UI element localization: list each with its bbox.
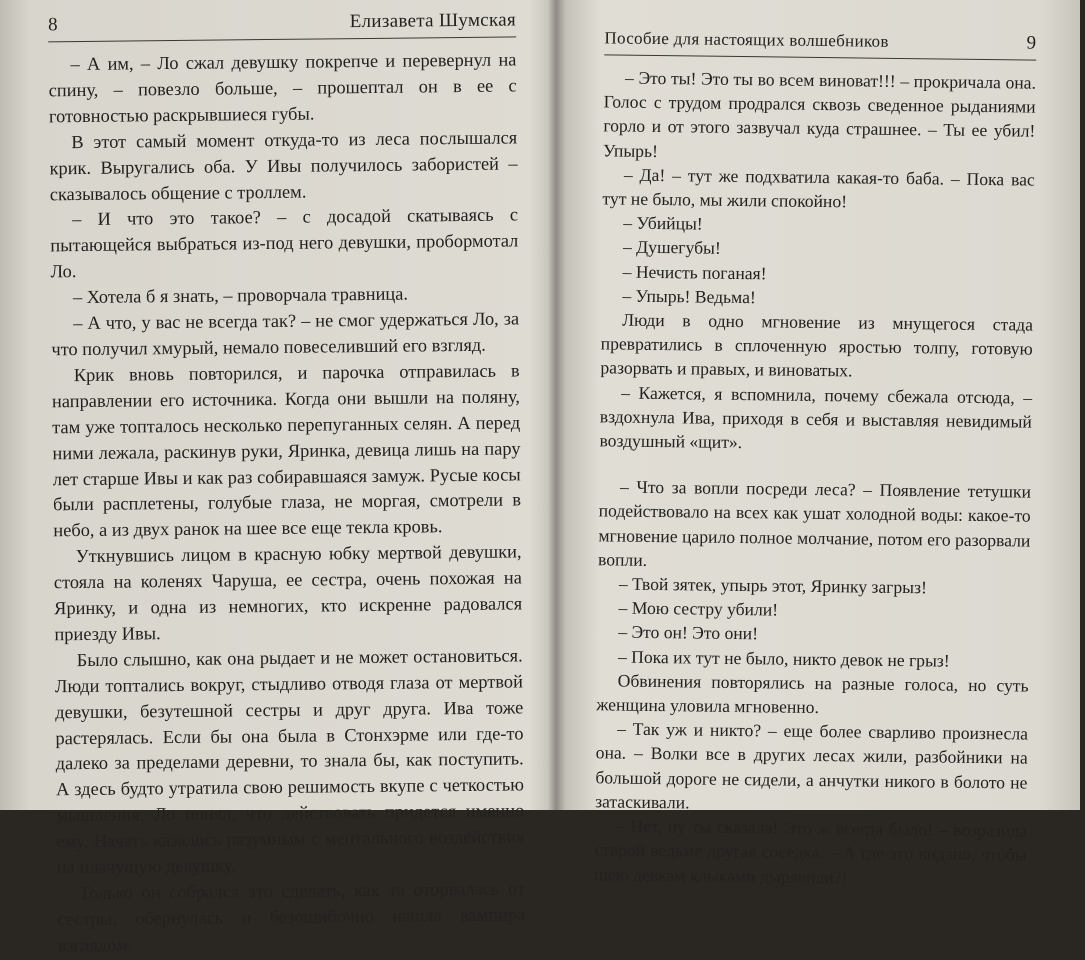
right-page [553, 0, 1085, 887]
left-page-text [48, 47, 525, 959]
paragraph: – Да! – тут же подхватила какая-то баба. – Пока вас тут не было, мы жили спокойно! [602, 164, 1035, 212]
right-page-text [594, 65, 1036, 891]
author-name: Елизавета Шумская [349, 9, 517, 33]
running-head-right [604, 27, 1036, 60]
paragraph: – Кажется, я вспомнила, почему сбежала отсюда, – вздохнула Ива, приходя в себя и выставляя невидимый воздушный «щит». [599, 382, 1033, 453]
paragraph: Обвинения повторялись на разные голоса, но суть женщина уловила мгновенно. [596, 670, 1029, 718]
paragraph: – А что, у вас не всегда так? – не смог удержаться Ло, за что получил хмурый, немало повеселивший его взгляд. [51, 308, 520, 360]
paragraph: – Упырь! Ведьма! [622, 285, 756, 308]
paragraph: – Мою сестру убили! [618, 597, 779, 620]
running-head-left [48, 9, 516, 42]
paragraph: Люди в одно мгновение из мнущегося стада превратились в сплоченную яростью толпу, готовую разорвать и правых, и виноватых. [600, 309, 1034, 381]
paragraph: Уткнувшись лицом в красную юбку мертвой девушки, стояла на коленях Чаруша, ее сестра, очень похожая на Яринку, и одна из немногих, кто искренне радовался приезду Ивы. [53, 541, 523, 645]
paragraph: Крик вновь повторился, и парочка отправилась в направлении его источника. Когда они вышли на поляну, там уже топталось несколько перепуганных селян. А перед ними лежала, раскинув руки, Яринка, девица лишь на пару лет старше Ивы и как раз собиравшаяся замуж. Русые косы были расплетены, голубые глаза, не моргая, смотрели в небо, а из двух ранок на шее все еще текла кровь. [51, 360, 522, 541]
paragraph: – Пока их тут не было, никто девок не грыз! [617, 646, 950, 671]
paragraph: – Нечисть поганая! [622, 261, 767, 283]
paragraph: – Это он! Это они! [618, 622, 759, 644]
paragraph: – Так уж и никто? – еще более сварливо произнесла она. – Волки все в других лесах жили, разбойники на большой дороге не сидели, а анчутки никого в болото не затаскивали. [595, 718, 1029, 813]
paragraph: – Что за вопли посреди леса? – Появление тетушки подействовало на всех как ушат холодной воды: какое-то мгновение царило полное молчание, потом его разорвали вопли. [597, 476, 1032, 570]
paragraph: – Убийцы! [623, 212, 703, 234]
paragraph: – Нет, ну ты сказала! Это ж всегда было! – возразила старой ведьме другая соседка. – А где это видано, чтобы шею девкам клыками дырявили?! [594, 815, 1027, 887]
paragraph: Было слышно, как она рыдает и не может остановиться. Люди топтались вокруг, стыдливо отводя глаза от мертвой девушки, безутешной сестры и друг друга. Ива тоже растерялась. Если бы она была в Стонхэрме или где-то далеко за пределами деревни, то знала бы, как поступить. А здесь будто утратила свою решимость вкупе с четкостью мышления. Ло понял, что действовать придется именно ему. Начать казалось разумным с ментального воздействия на плачущую девушку. [54, 645, 525, 878]
paragraph: – И что это такое? – с досадой скатываясь с пытающейся выбраться из-под него девушки, пробормотал Ло. [50, 204, 519, 282]
paragraph: В этот самый момент откуда-то из леса послышался крик. Выругались оба. У Ивы получилось забористей – сказывалось общение с троллем. [49, 127, 518, 204]
paragraph: – А им, – Ло сжал девушку покрепче и перевернул на спину, – повезло больше, – прошептал он в ее с готовностью раскрывшиеся губы. [48, 49, 517, 127]
book-title: Пособие для настоящих волшебников [604, 28, 889, 51]
paragraph: – Хотела б я знать, – проворчала травница. [72, 283, 409, 308]
paragraph: – Это ты! Это ты во всем виноват!!! – прокричала она. Голос с трудом продрался сквозь сведенное рыданиями горло и от этого зазвучал куда страшнее. – Ты ее убил! Упырь! [602, 67, 1037, 161]
page-number: 8 [47, 14, 58, 36]
paragraph: – Душегубы! [622, 237, 721, 259]
page-number: 9 [1026, 32, 1037, 54]
paragraph: – Твой зятек, упырь этот, Яринку загрыз! [618, 573, 928, 598]
paragraph: Только он собрался это сделать, как та оторвалась от сестры, обернулась и безошибочно нашла вампира взглядом. [57, 878, 526, 956]
